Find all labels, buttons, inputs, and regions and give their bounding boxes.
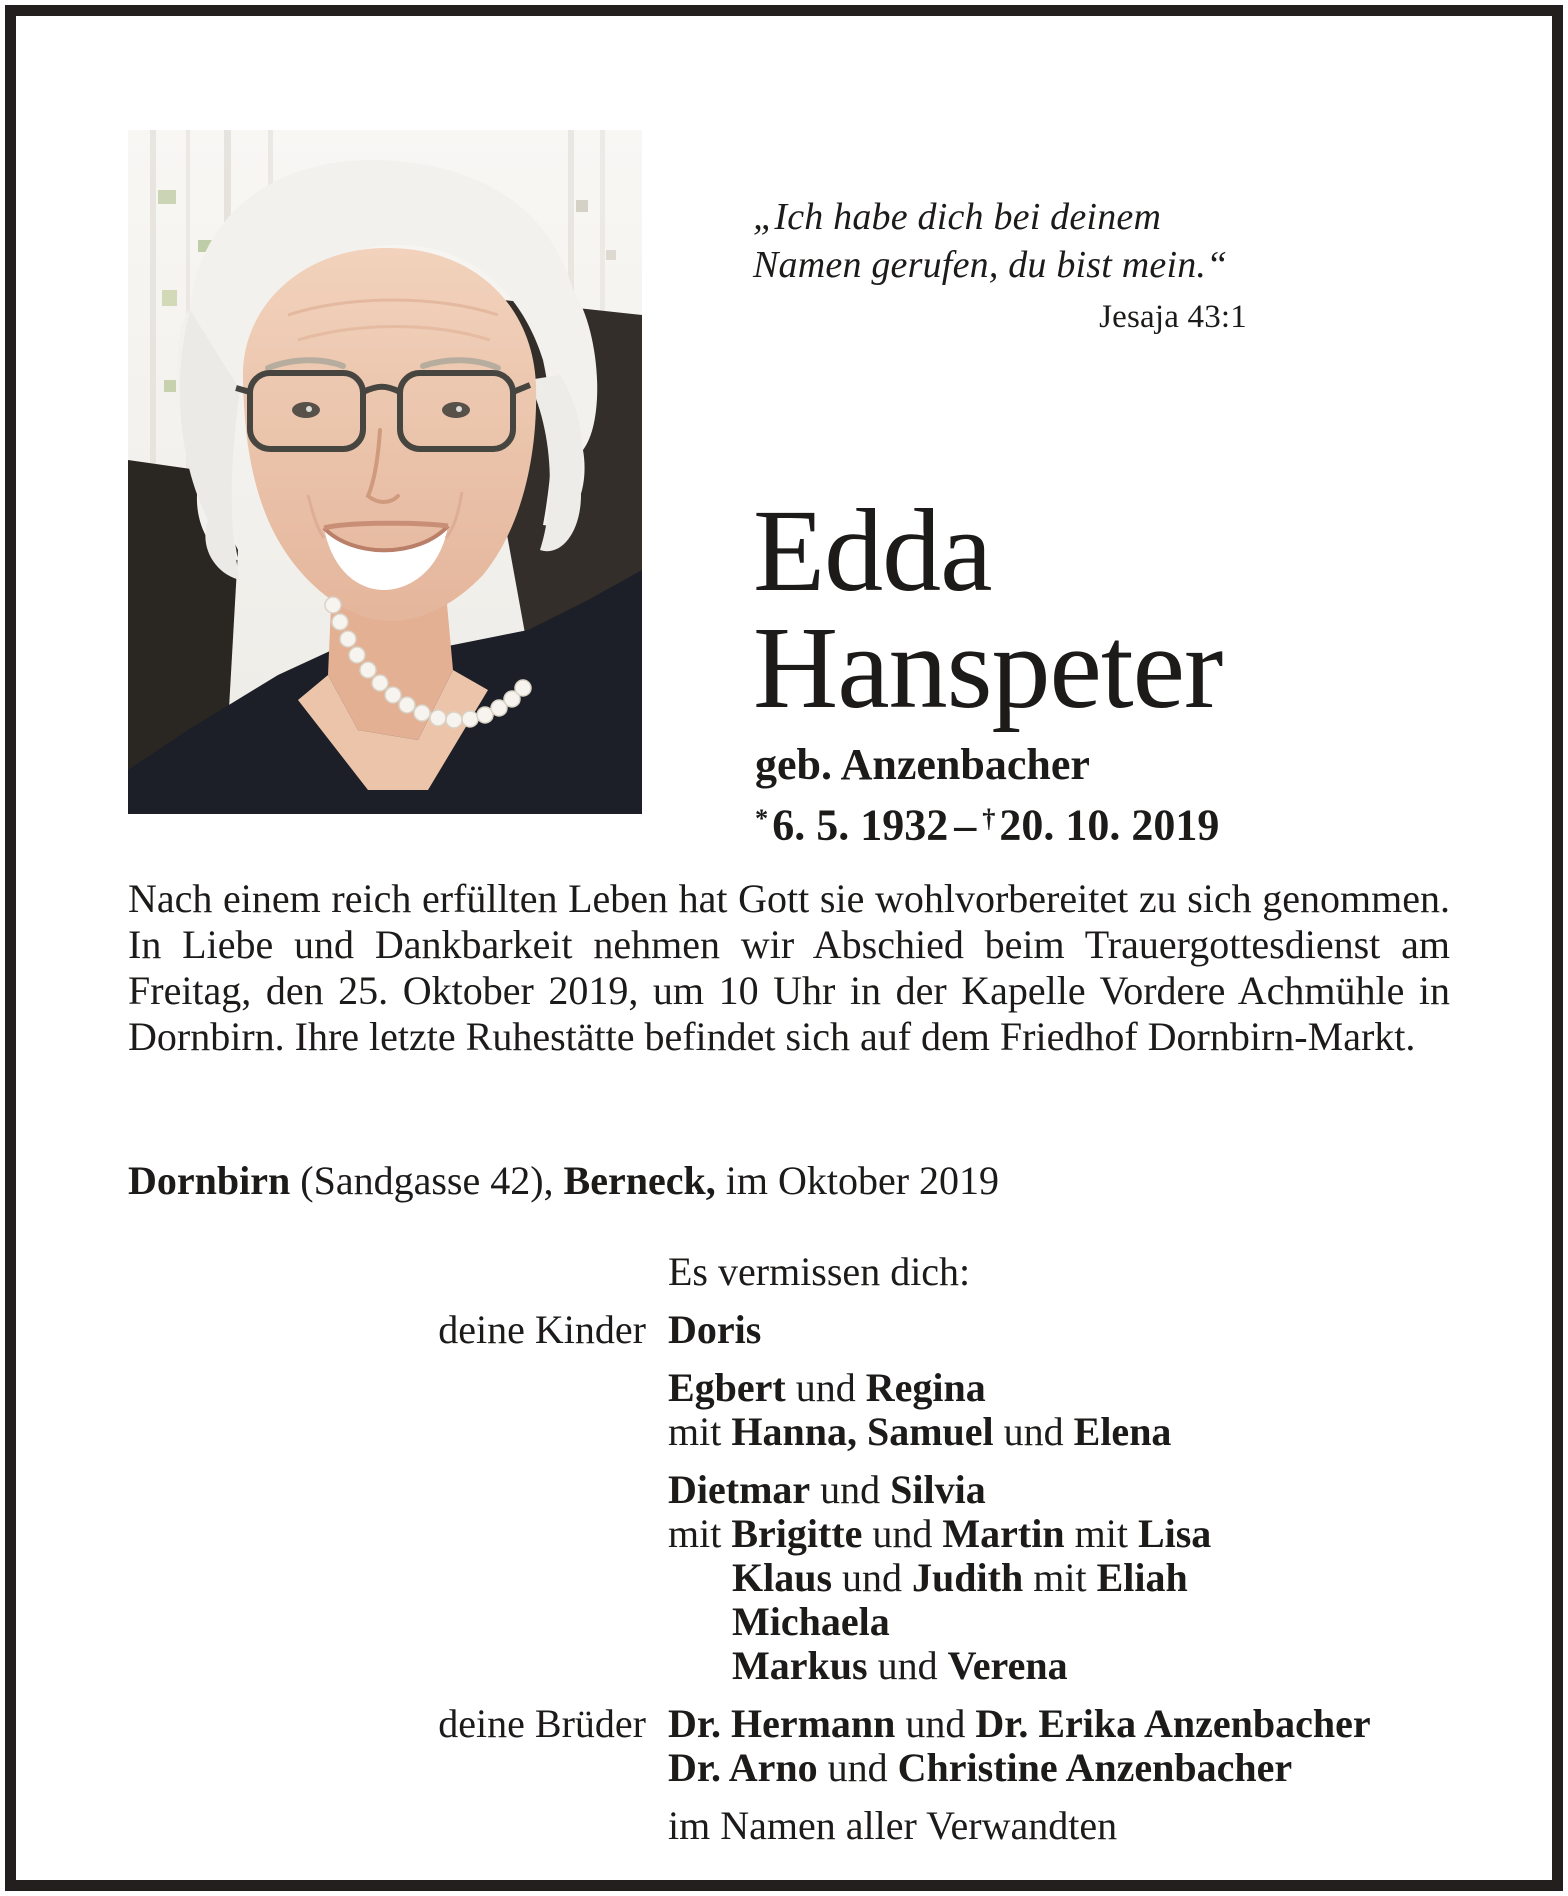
name-text: und — [993, 1409, 1074, 1454]
name-bold: Elena — [1073, 1409, 1172, 1454]
name-bold: Brigitte — [731, 1511, 863, 1556]
mourner-row — [128, 1702, 1450, 1746]
name-text: mit — [668, 1409, 732, 1454]
maiden-name: geb. Anzenbacher — [755, 740, 1090, 789]
mourner-row-names — [668, 1746, 1292, 1790]
name-text: im Oktober 2019 — [715, 1158, 1000, 1203]
mourner-row-names — [668, 1644, 1068, 1688]
name-bold: Eliah — [1096, 1555, 1188, 1600]
portrait-photo-illustration — [128, 130, 642, 814]
name-text: mit — [668, 1511, 732, 1556]
mourner-row-label — [128, 1512, 646, 1556]
name-bold: Dr. Hermann — [668, 1701, 896, 1746]
mourner-row-label — [128, 1366, 646, 1410]
name-text: und — [895, 1701, 976, 1746]
mourner-row — [128, 1512, 1450, 1556]
mourner-row-names — [668, 1702, 1371, 1746]
quote-line-1: „Ich habe dich bei deinem — [753, 196, 1162, 238]
name-text: und — [862, 1511, 943, 1556]
mourner-row-label — [128, 1600, 646, 1644]
mourner-row-names — [668, 1366, 986, 1410]
mourner-row — [128, 1366, 1450, 1410]
announcement-text: Nach einem reich erfüllten Leben hat Gott sie wohlvorbereitet zu sich genommen. In Liebe und Dankbarkeit nehmen wir Abschied beim Trauergottesdienst am Freitag, den 25. Oktober 2019, um 10 Uhr in der Kapelle Vordere Achmühle in Dornbirn. Ihre letzte Ruhestätte befindet sich auf dem Friedhof Dornbirn-Markt. — [128, 876, 1450, 1059]
mourner-row-label — [128, 1410, 646, 1454]
name-text: und — [867, 1643, 948, 1688]
name-text: und — [817, 1745, 898, 1790]
name-bold: Hanna, Samuel — [731, 1409, 994, 1454]
mourner-row — [128, 1410, 1450, 1454]
birth-date: 6. 5. 1932 — [772, 800, 949, 850]
quote-attribution: Jesaja 43:1 — [1099, 299, 1247, 335]
mourner-row-names — [668, 1308, 761, 1352]
name-bold: Dr. Arno — [668, 1745, 818, 1790]
mourner-row-label — [128, 1556, 646, 1600]
mourner-row-label — [128, 1746, 646, 1790]
mourner-row-label — [128, 1804, 646, 1848]
mourner-row — [128, 1308, 1450, 1352]
life-dates — [755, 792, 1219, 852]
name-bold: Lisa — [1137, 1511, 1212, 1556]
name-bold: Dr. Erika Anzenbacher — [975, 1701, 1371, 1746]
name-text: (Sandgasse 42), — [290, 1158, 564, 1203]
name-text: und — [785, 1365, 866, 1410]
mourners-intro: Es vermissen dich: — [668, 1249, 971, 1294]
mourner-row-label — [128, 1644, 646, 1688]
name-bold: Dornbirn — [128, 1158, 291, 1203]
dateline — [128, 1158, 1450, 1204]
death-symbol: † — [982, 803, 996, 833]
mourners-intro-row — [128, 1250, 1450, 1294]
quote-line-2: Namen gerufen, du bist mein.“ — [753, 244, 1228, 286]
name-bold: Regina — [865, 1365, 986, 1410]
name-bold: Martin — [942, 1511, 1065, 1556]
name-bold: Christine Anzenbacher — [897, 1745, 1293, 1790]
mourner-row — [128, 1644, 1450, 1688]
deceased-first-name: Edda — [753, 485, 992, 616]
mourner-row-names — [668, 1468, 986, 1512]
name-text: mit — [1064, 1511, 1138, 1556]
quote-block — [753, 193, 1269, 337]
mourner-row — [128, 1600, 1450, 1644]
name-text: und — [832, 1555, 913, 1600]
name-bold: Dietmar — [668, 1467, 811, 1512]
name-bold: Judith — [912, 1555, 1024, 1600]
name-bold: Klaus — [732, 1555, 833, 1600]
mourner-row-label: deine Brüder — [438, 1701, 646, 1746]
portrait-photo — [128, 130, 642, 814]
dates-separator: – — [954, 800, 977, 850]
name-text: und — [810, 1467, 891, 1512]
mourner-row-label — [128, 1468, 646, 1512]
deceased-last-name: Hanspeter — [753, 602, 1223, 733]
mourner-row — [128, 1556, 1450, 1600]
name-bold: Egbert — [668, 1365, 786, 1410]
name-bold: Michaela — [732, 1599, 890, 1644]
name-bold: Silvia — [890, 1467, 986, 1512]
mourner-row — [128, 1468, 1450, 1512]
mourner-row-names — [668, 1600, 890, 1644]
mourner-row-names — [668, 1410, 1171, 1454]
mourner-row — [128, 1746, 1450, 1790]
mourner-row-names — [668, 1804, 1117, 1848]
name-bold: Markus — [732, 1643, 868, 1688]
birth-symbol: * — [755, 803, 769, 833]
mourner-row-label: deine Kinder — [438, 1307, 646, 1352]
name-bold: Doris — [668, 1307, 762, 1352]
mourner-row-names — [668, 1512, 1211, 1556]
name-text: mit — [1023, 1555, 1097, 1600]
mourners-rows — [128, 1308, 1450, 1848]
name-text: im Namen aller Verwandten — [668, 1803, 1118, 1848]
name-bold: Berneck, — [563, 1158, 716, 1203]
mourners-section — [128, 1250, 1450, 1848]
death-date: 20. 10. 2019 — [999, 800, 1220, 850]
mourner-row-names — [668, 1556, 1188, 1600]
deceased-name — [753, 485, 1453, 733]
mourner-row — [128, 1804, 1450, 1848]
name-bold: Verena — [947, 1643, 1068, 1688]
